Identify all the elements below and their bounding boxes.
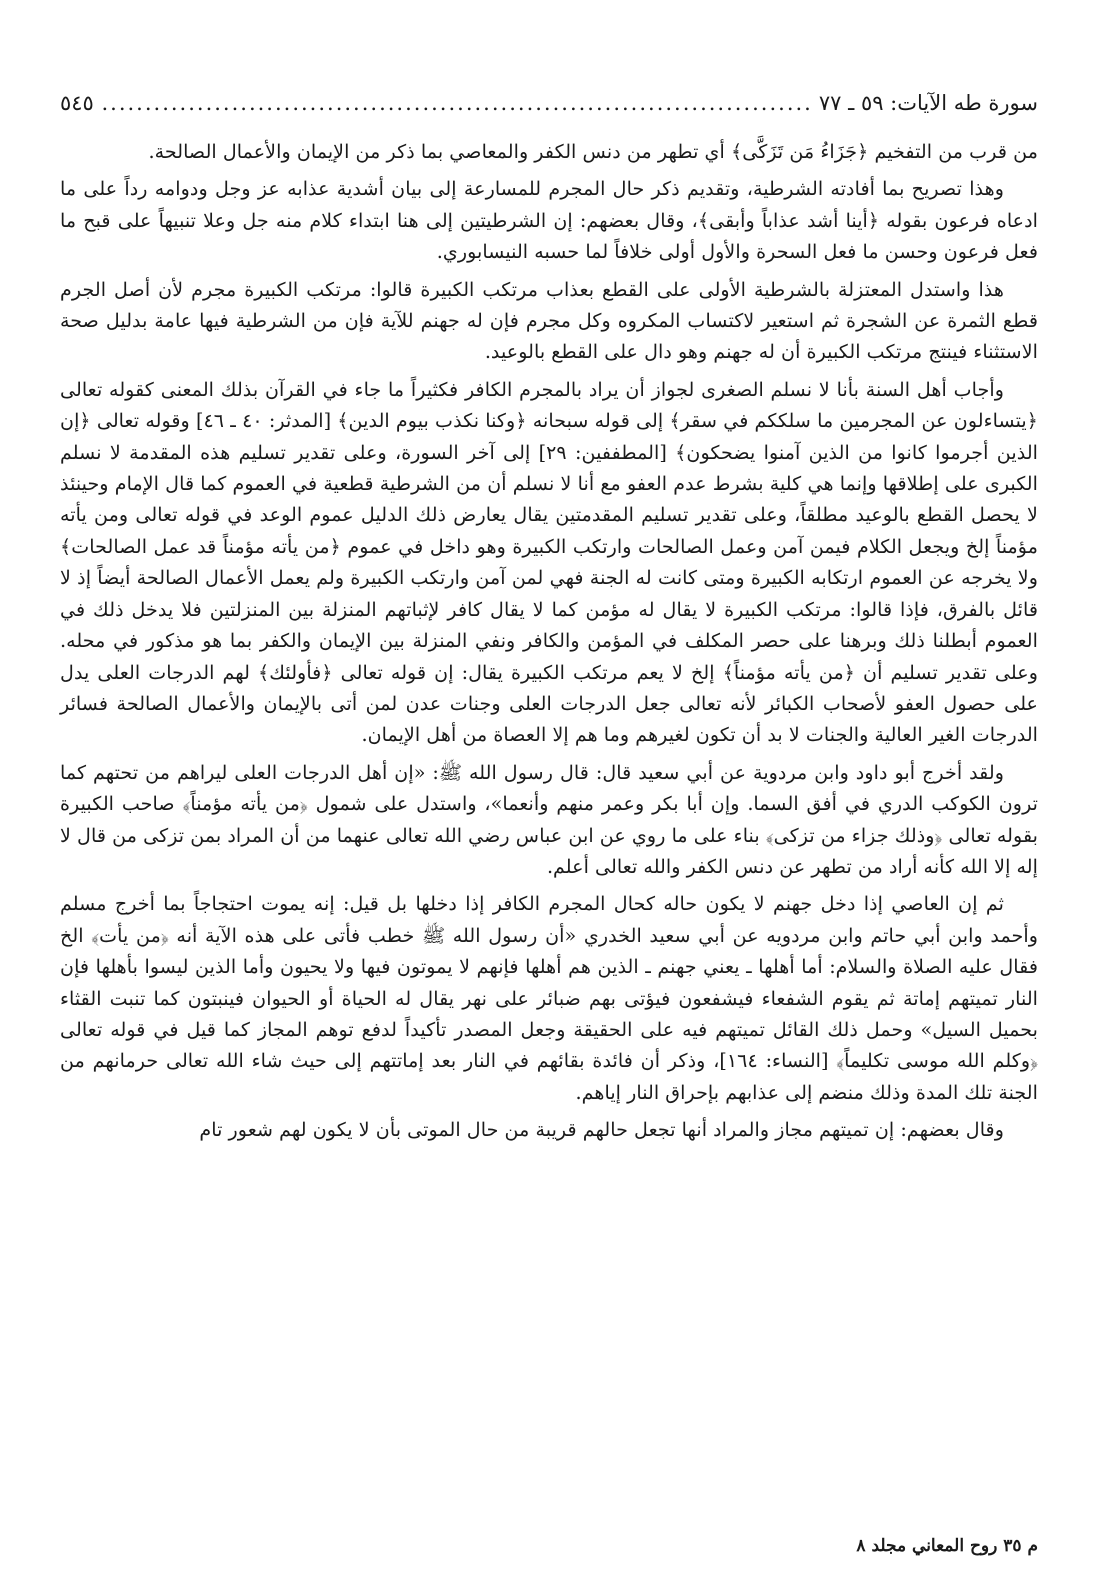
leader-dots: [100, 88, 813, 118]
volume-signature: م ٣٥ روح المعاني مجلد ٨: [856, 1536, 1038, 1556]
paragraph: وأجاب أهل السنة بأنا لا نسلم الصغرى لجواز أن يراد بالمجرم الكافر فكثيراً ما جاء في القرآن بذلك المعنى كقوله تعالى ﴿يتساءلون عن المجرمين ما سلككم في سقر﴾ إلى قوله سبحانه ﴿وكنا نكذب بيوم الدين﴾ [المدثر: ٤٠ ـ ٤٦] وقوله تعالى ﴿إن الذين أجرموا كانوا من الذين آمنوا يضحكون﴾ [المطففين: ٢٩] إلى آخر السورة، وعلى تقدير تسليم هذه المقدمة لا نسلم الكبرى على إطلاقها وإنما هي كلية بشرط عدم العفو مع أنا لا نسلم أن من الشرطية قطعية في العموم كما قال الإمام وحينئذ لا يحصل القطع بالوعيد مطلقاً، وعلى تقدير تسليم المقدمتين يقال يعارض ذلك الدليل عموم الوعد في قوله تعالى ومن يأته مؤمناً إلخ ويجعل الكلام فيمن آمن وعمل الصالحات وارتكب الكبيرة وهو داخل في عموم ﴿من يأته مؤمناً قد عمل الصالحات﴾ ولا يخرجه عن العموم ارتكابه الكبيرة ومتى كانت له الجنة فهي لمن آمن وارتكب الكبيرة ولم يعمل الأعمال الصالحة أيضاً إذ لا قائل بالفرق، فإذا قالوا: مرتكب الكبيرة لا يقال له مؤمن كما لا يقال كافر لإثباتهم المنزلة بين المنزلتين فلا يدخل ذلك في العموم أبطلنا ذلك وبرهنا على حصر المكلف في المؤمن والكافر ونفي المنزلة بين الإيمان والكفر بما هو مذكور في محله. وعلى تقدير تسليم أن ﴿من يأته مؤمناً﴾ إلخ لا يعم مرتكب الكبيرة يقال: إن قوله تعالى ﴿فأولئك﴾ لهم الدرجات العلى يدل على حصول العفو لأصحاب الكبائر لأنه تعالى جعل الدرجات العلى وجنات عدن لمن أتى بالإيمان والأعمال الصالحة فسائر الدرجات الغير العالية والجنات لا بد أن تكون لغيرهم وما هم إلا العصاة من أهل الإيمان.: [60, 377, 1038, 747]
paragraph: ثم إن العاصي إذا دخل جهنم لا يكون حاله كحال المجرم الكافر إذا دخلها بل قيل: إنه يموت احتجاجاً بما أخرج مسلم وأحمد وابن أبي حاتم وابن مردويه عن أبي سعيد الخدري «أن رسول الله ﷺ خطب فأتى على هذه الآية أنه ﴿من يأت﴾ الخ فقال عليه الصلاة والسلام: أما أهلها ـ يعني جهنم ـ الذين هم أهلها فإنهم لا يموتون فيها ولا يحيون وأما الذين ليسوا بأهلها فإن النار تميتهم إماتة ثم يقوم الشفعاء فيشفعون فيؤتى بهم ضبائر على نهر يقال له الحياة أو الحيوان فينبتون كما تنبت القثاء بحميل السيل» وحمل ذلك القائل تميتهم فيه على الحقيقة وجعل المصدر تأكيداً لدفع توهم المجاز كما قيل في قوله تعالى ﴿وكلم الله موسى تكليماً﴾ [النساء: ١٦٤]، وذكر أن فائدة بقائهم في النار بعد إماتتهم إلى حيث شاء الله تعالى حرمانهم من الجنة تلك المدة وذلك منضم إلى عذابهم بإحراق النار إياهم.: [60, 892, 1038, 1104]
page-body: [60, 136, 1038, 1146]
book-page: [60, 88, 1038, 1558]
running-header: [60, 88, 1038, 122]
page-number: ٥٤٥: [60, 91, 94, 115]
paragraph: هذا واستدل المعتزلة بالشرطية الأولى على القطع بعذاب مرتكب الكبيرة قالوا: مرتكب الكبيرة مجرم لأن أصل الجرم قطع الثمرة عن الشجرة ثم استعير لاكتساب المكروه وكل مجرم فإن له جهنم للآية فإن من الشرطية فيها عامة بدليل صحة الاستثناء فينتج مرتكب الكبيرة أن له جهنم وهو دال على القطع بالوعيد.: [60, 277, 1038, 364]
paragraph: وهذا تصريح بما أفادته الشرطية، وتقديم ذكر حال المجرم للمسارعة إلى بيان أشدية عذابه عز وجل ودوامه رداً على ما ادعاه فرعون بقوله ﴿أينا أشد عذاباً وأبقى﴾، وقال بعضهم: إن الشرطيتين إلى هنا ابتداء كلام منه جل وعلا تنبيهاً على قبح ما فعل فرعون وحسن ما فعل السحرة والأول أولى خلافاً لما حسبه النيسابوري.: [60, 177, 1038, 264]
paragraph: من قرب من التفخيم ﴿جَزَاءُ مَن تَزَكَّى﴾ أي تطهر من دنس الكفر والمعاصي بما ذكر من الإيمان والأعمال الصالحة.: [148, 140, 1038, 163]
paragraph: ولقد أخرج أبو داود وابن مردوية عن أبي سعيد قال: قال رسول الله ﷺ: «إن أهل الدرجات العلى ليراهم من تحتهم كما ترون الكوكب الدري في أفق السما. وإن أبا بكر وعمر منهم وأنعما»، واستدل على شمول ﴿من يأته مؤمناً﴾ صاحب الكبيرة بقوله تعالى ﴿وذلك جزاء من تزكى﴾ بناء على ما روي عن ابن عباس رضي الله تعالى عنهما من أن المراد بمن تزكى من قال لا إله إلا الله كأنه أراد من تطهر عن دنس الكفر والله تعالى أعلم.: [60, 760, 1039, 878]
surah-title: سورة طه الآيات: ٥٩ ـ ٧٧: [818, 91, 1038, 115]
paragraph: وقال بعضهم: إن تميتهم مجاز والمراد أنها تجعل حالهم قريبة من حال الموتى بأن لا يكون لهم شعور تام: [199, 1118, 1004, 1142]
